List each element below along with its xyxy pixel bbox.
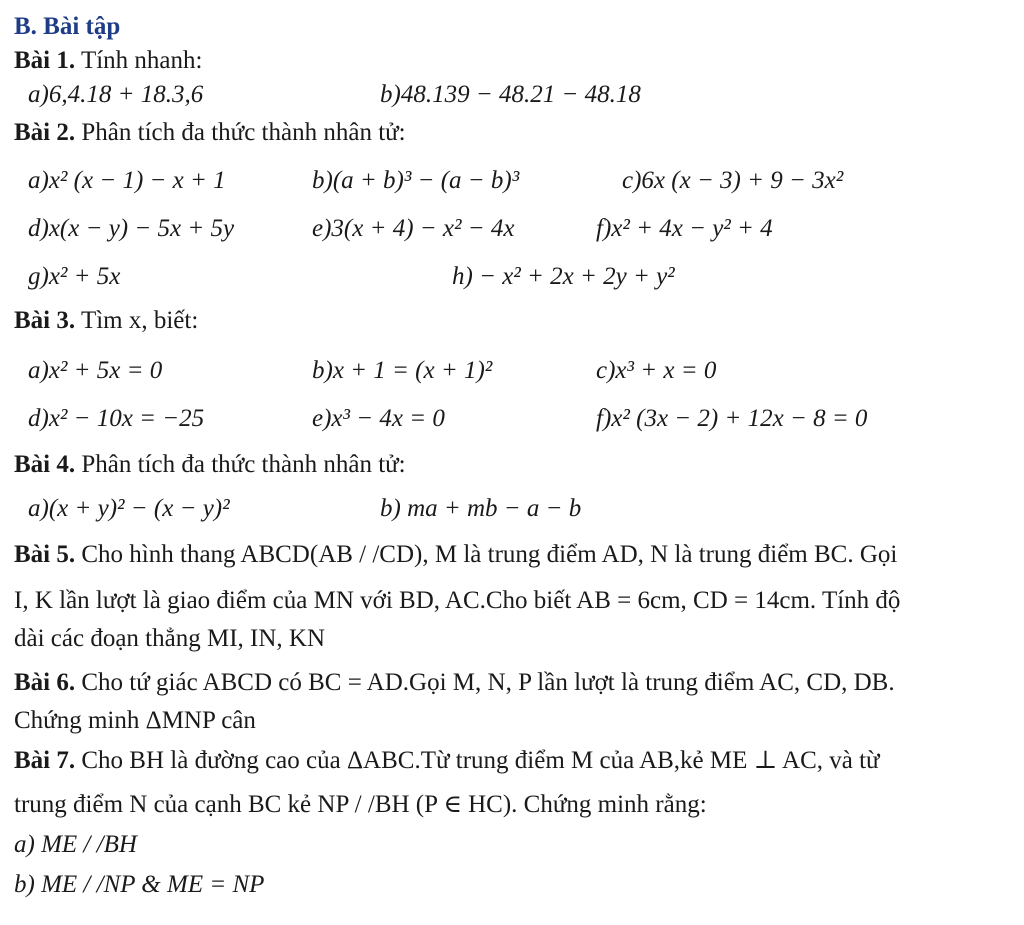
exercise-4-text: Phân tích đa thức thành nhân tử: (81, 451, 406, 478)
section-title: B. Bài tập (14, 13, 121, 40)
exercise-1-item-a: a)6,4.18 + 18.3,6 (28, 81, 204, 108)
exercise-7-line-2: trung điểm N của cạnh BC kẻ NP / /BH (P ∈ HC). Chứng minh rằng: (14, 791, 707, 818)
exercise-7-label: Bài 7. (14, 747, 76, 774)
exercise-3-label: Bài 3. (14, 307, 76, 334)
exercise-2-item-a: a)x² (x − 1) − x + 1 (28, 167, 226, 194)
exercise-3-item-d: d)x² − 10x = −25 (28, 405, 205, 432)
exercise-4-heading (14, 450, 406, 480)
exercise-5-line-3: dài các đoạn thẳng MI, IN, KN (14, 625, 326, 652)
exercise-2-item-e: e)3(x + 4) − x² − 4x (312, 215, 515, 242)
exercise-5-text-1: Cho hình thang ABCD(AB / /CD), M là trung điểm AD, N là trung điểm BC. Gọi (81, 541, 898, 568)
exercise-3-item-b: b)x + 1 = (x + 1)² (312, 357, 493, 384)
exercise-7-item-a: a) ME / /BH (14, 831, 137, 858)
exercise-3-item-f: f)x² (3x − 2) + 12x − 8 = 0 (596, 405, 868, 432)
exercise-6-line-2: Chứng minh ΔMNP cân (14, 707, 256, 734)
exercise-1-item-b: b)48.139 − 48.21 − 48.18 (380, 81, 641, 108)
exercise-5-label: Bài 5. (14, 541, 76, 568)
exercise-1-label: Bài 1. (14, 47, 76, 74)
exercise-3-heading (14, 306, 198, 336)
exercise-2-item-g: g)x² + 5x (28, 263, 121, 290)
exercise-7-item-b: b) ME / /NP & ME = NP (14, 871, 265, 898)
exercise-6-line-1 (14, 668, 895, 698)
exercise-2-item-h: h) − x² + 2x + 2y + y² (452, 263, 675, 290)
exercise-2-text: Phân tích đa thức thành nhân tử: (81, 119, 406, 146)
exercise-2-label: Bài 2. (14, 119, 76, 146)
exercise-4-label: Bài 4. (14, 451, 76, 478)
exercise-2-item-c: c)6x (x − 3) + 9 − 3x² (622, 167, 844, 194)
exercise-4-item-a: a)(x + y)² − (x − y)² (28, 495, 230, 522)
exercise-2-item-f: f)x² + 4x − y² + 4 (596, 215, 773, 242)
exercise-7-line-1 (14, 746, 880, 776)
exercise-1-heading (14, 46, 202, 76)
exercise-4-item-b: b) ma + mb − a − b (380, 495, 582, 522)
exercise-2-heading (14, 118, 406, 148)
exercise-2-item-d: d)x(x − y) − 5x + 5y (28, 215, 235, 242)
exercise-5-line-1 (14, 540, 897, 570)
exercise-6-text-1: Cho tứ giác ABCD có BC = AD.Gọi M, N, P lần lượt là trung điểm AC, CD, DB. (81, 669, 895, 696)
exercise-7-text-1: Cho BH là đường cao của ΔABC.Từ trung điểm M của AB,kẻ ME ⊥ AC, và từ (81, 747, 880, 774)
exercise-3-item-c: c)x³ + x = 0 (596, 357, 717, 384)
exercise-6-label: Bài 6. (14, 669, 76, 696)
exercise-3-item-a: a)x² + 5x = 0 (28, 357, 163, 384)
exercise-1-text: Tính nhanh: (80, 47, 203, 74)
exercise-3-item-e: e)x³ − 4x = 0 (312, 405, 445, 432)
exercise-2-item-b: b)(a + b)³ − (a − b)³ (312, 167, 520, 194)
exercise-3-text: Tìm x, biết: (80, 307, 199, 334)
exercise-5-line-2: I, K lần lượt là giao điểm của MN với BD, AC.Cho biết AB = 6cm, CD = 14cm. Tính độ (14, 587, 901, 614)
